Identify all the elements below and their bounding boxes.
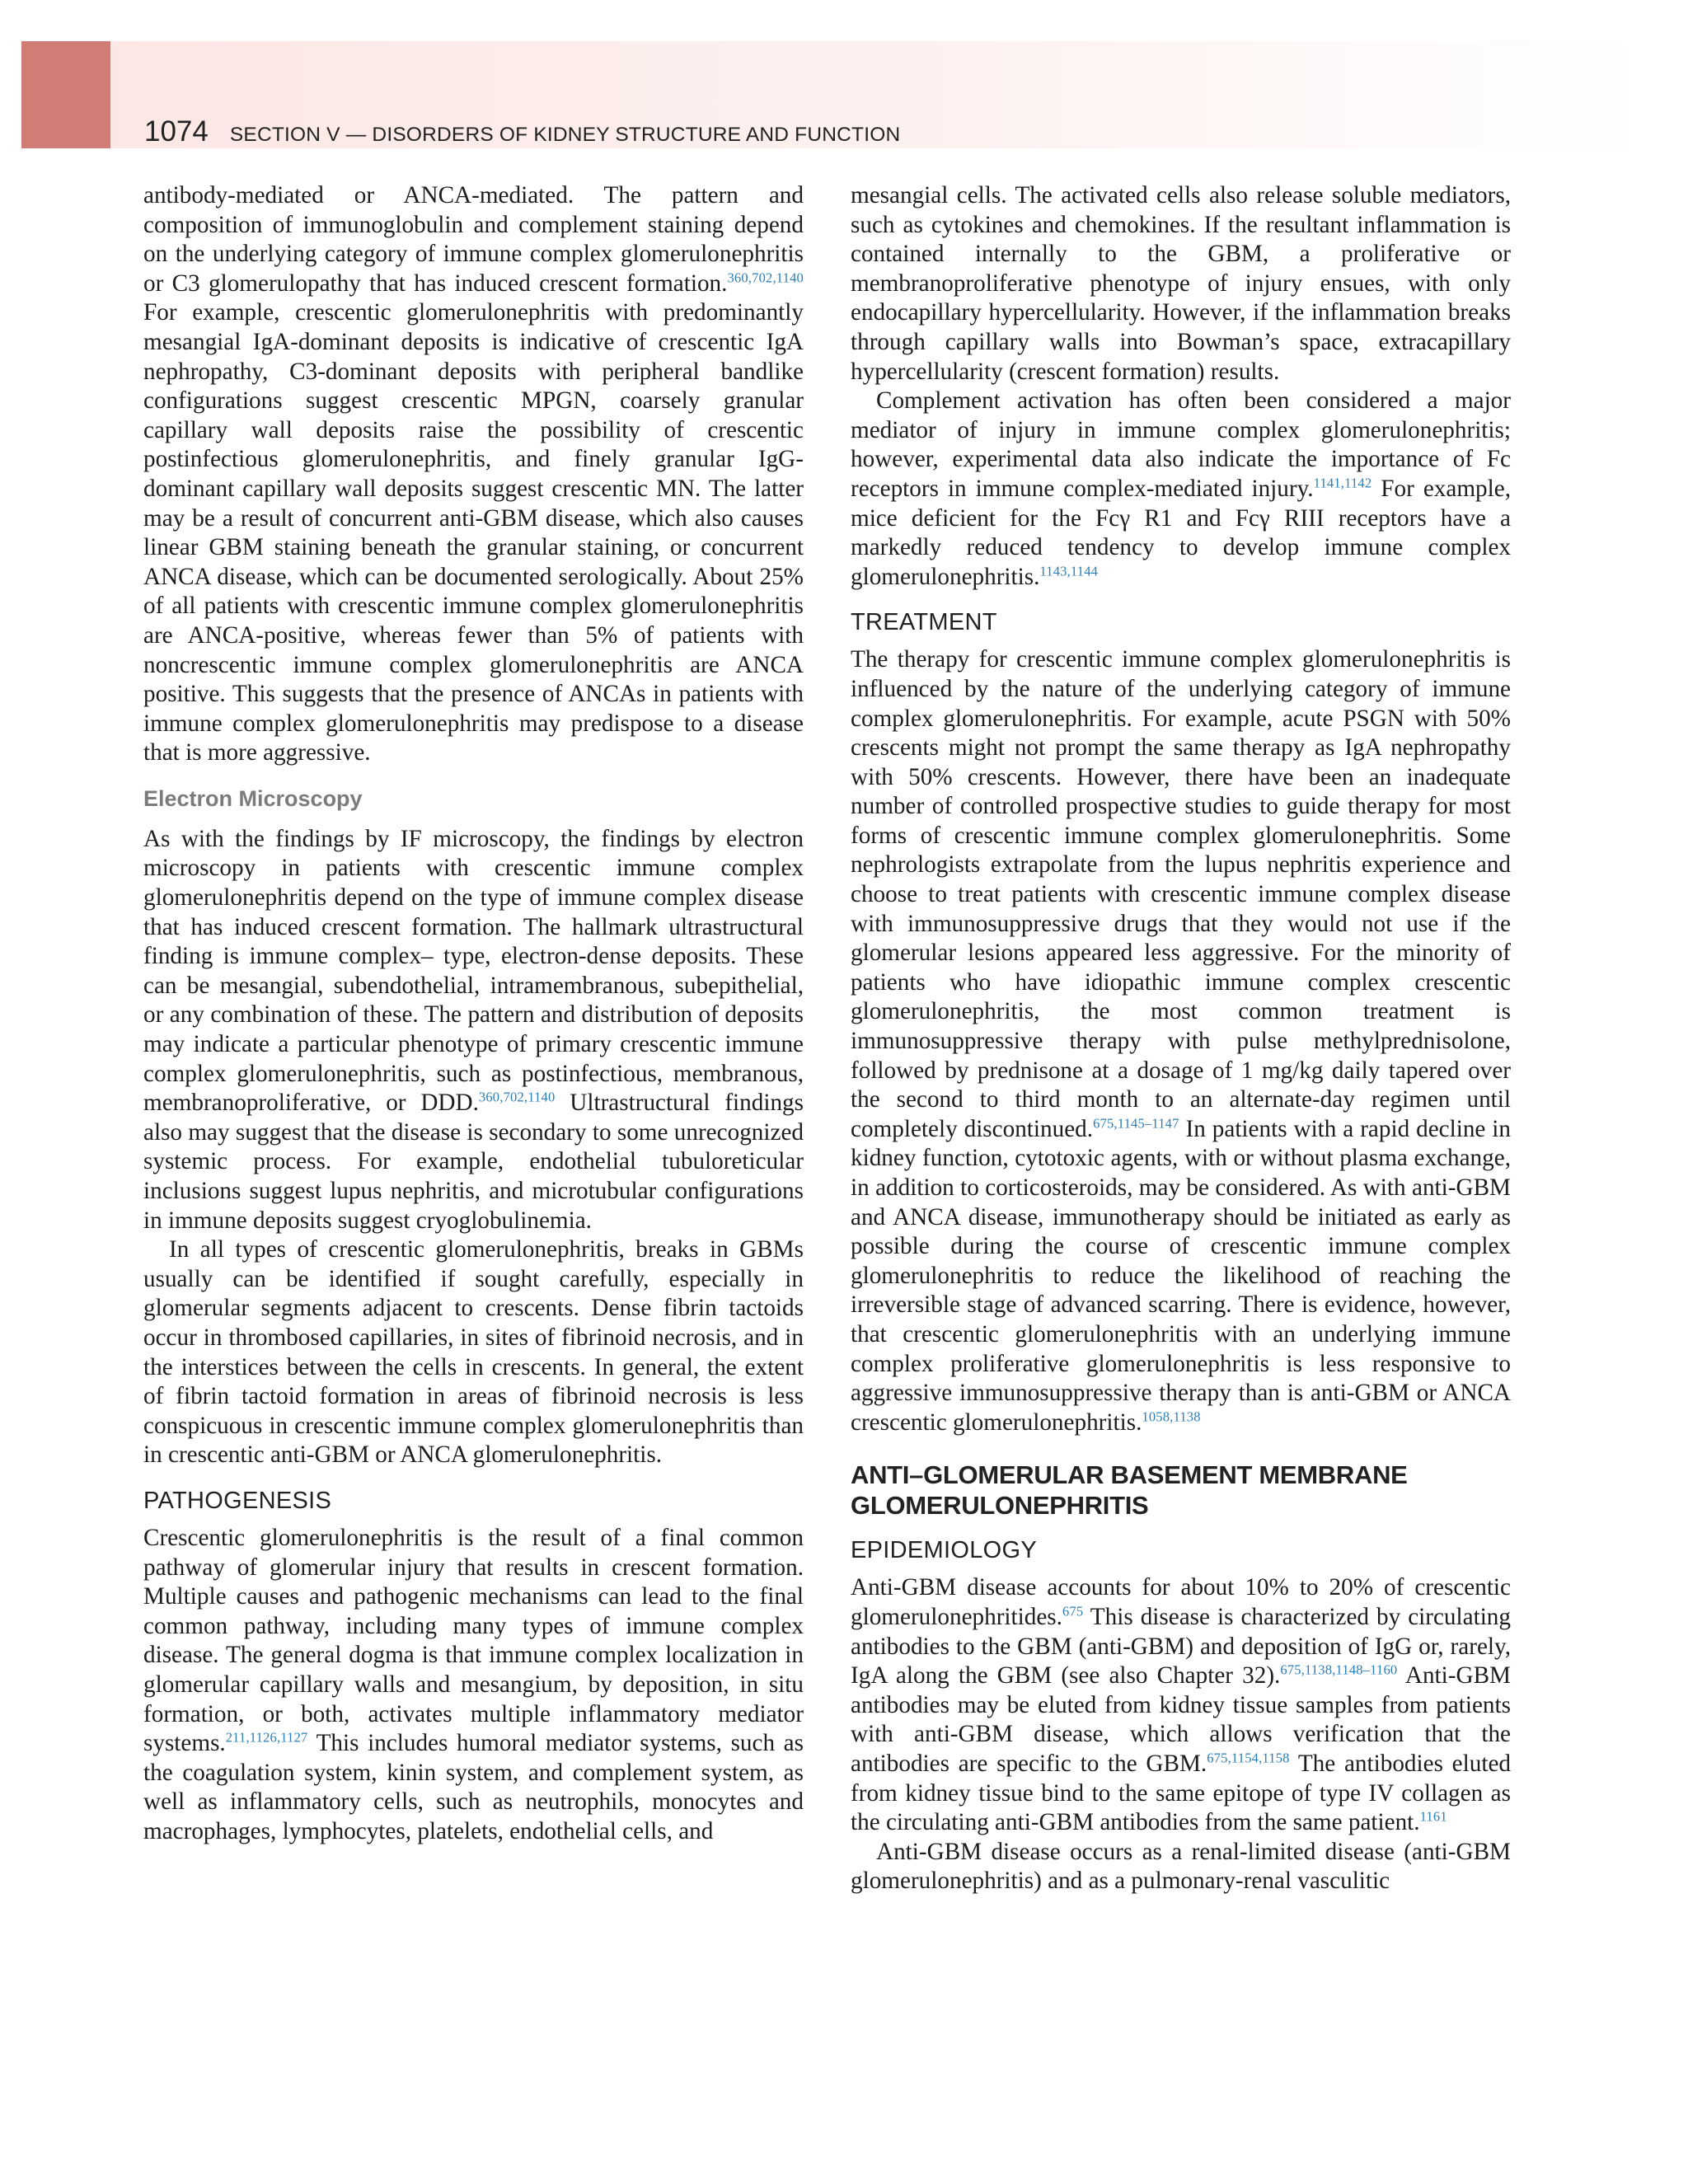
citation[interactable]: 675,1138,1148–1160 (1280, 1661, 1398, 1678)
paragraph-complement-activation: Complement activation has often been considered a major mediator of injury in immune complex glomerulonephritis; however, experimental data also indicate the importance of Fc receptors in immune complex-mediated injury.$^{1141,1142}$ For example, mice deficient for the Fcγ R1 and Fcγ RIII receptors have a markedly reduced tendency to develop immune complex glomerulonephritis.$^{1143,1144}$ (851, 387, 1511, 590)
running-header (144, 115, 900, 157)
header-color-tab (21, 41, 110, 148)
right-column (851, 181, 1511, 1896)
citation[interactable]: 1143,1144 (1039, 562, 1099, 579)
heading-treatment: TREATMENT (851, 609, 997, 636)
citation[interactable]: 360,702,1140 (727, 269, 804, 286)
citation[interactable]: 1141,1142 (1313, 475, 1372, 491)
paragraph-immunoglobulin-patterns: antibody-mediated or ANCA-mediated. The pattern and composition of immunoglobulin and complement staining depend on the underlying category of immune complex glomerulonephritis or C3 glomerulopathy that has induced crescent formation.$^{360,702,1140}$ For example, crescentic glomerulonephritis with predominantly mesangial IgA-dominant deposits is indicative of crescentic IgA nephropathy, C3-dominant deposits with peripheral bandlike configurations suggest crescentic MPGN, coarsely granular capillary wall deposits raise the possibility of crescentic postinfectious glomerulonephritis, and finely granular IgG-dominant capillary wall deposits suggest crescentic MN. The latter may be a result of concurrent anti-GBM disease, which also causes linear GBM staining beneath the granular staining, or concurrent ANCA disease, which can be documented serologically. About 25% of all patients with crescentic immune complex glomerulonephritis are ANCA-positive, whereas fewer than 5% of patients with noncrescentic immune complex glomerulonephritis are ANCA positive. This suggests that the presence of ANCAs in patients with immune complex glomerulonephritis may predispose to a disease that is more aggressive. (143, 182, 804, 766)
heading-epidemiology: EPIDEMIOLOGY (851, 1537, 1037, 1564)
paragraph-treatment: The therapy for crescentic immune complex glomerulonephritis is influenced by the nature of the underlying category of immune complex glomerulonephritis. For example, acute PSGN with 50% crescents might not prompt the same therapy as IgA nephropathy with 50% crescents. However, there have been an inadequate number of controlled prospective studies to guide therapy for most forms of crescentic immune complex glomerulonephritis. Some nephrologists extrapolate from the lupus nephritis experience and choose to treat patients with crescentic immune complex disease with immunosuppressive drugs that they would not use if the glomerular lesions appeared less aggressive. For the minority of patients who have idiopathic immune complex crescentic glomerulonephritis, the most common treatment is immunosuppressive therapy with pulse methylprednisolone, followed by prednisone at a dosage of 1 mg/kg daily tapered over the second to third month to an alternate-day regimen until completely discontinued.$^{675,1145-1147}$ In patients with a rapid decline in kidney function, cytotoxic agents, with or without plasma exchange, in addition to corticosteroids, may be considered. As with anti-GBM and ANCA disease, immunotherapy should be initiated as early as possible during the course of crescentic immune complex glomerulonephritis to reduce the likelihood of reaching the irreversible stage of advanced scarring. There is evidence, however, that crescentic glomerulonephritis with an underlying immune complex proliferative glomerulonephritis is less responsive to aggressive immunosuppressive therapy than is anti-GBM or ANCA crescentic glomerulonephritis.$^{1058,1138}$ (851, 646, 1512, 1436)
page-number: 1074 (144, 115, 209, 148)
paragraph-electron-microscopy: As with the findings by IF microscopy, the findings by electron microscopy in patients with crescentic immune complex glomerulonephritis depend on the type of immune complex disease that has induced crescent formation. The hallmark ultrastructural finding is immune complex– type, electron-dense deposits. These can be mesangial, subendothelial, intramembranous, subepithelial, or any combination of these. The pattern and distribution of deposits may indicate a particular phenotype of primary crescentic immune complex glomerulonephritis, such as postinfectious, membranous, membranoproliferative, or DDD.$^{360,702,1140}$ Ultrastructural findings also may suggest that the disease is secondary to some unrecognized systemic process. For example, endothelial tubuloreticular inclusions suggest lupus nephritis, and microtubular configurations in immune deposits suggest cryoglobulinemia. (143, 825, 804, 1234)
paragraph-pathogenesis: Crescentic glomerulonephritis is the result of a final common pathway of glomerular injury that results in crescent formation. Multiple causes and pathogenic mechanisms can lead to the final common pathway, including many types of immune complex disease. The general dogma is that immune complex localization in glomerular capillary walls and mesangium, by deposition, in situ formation, or both, activates multiple inflammatory mediator systems.$^{211,1126,1127}$ This includes humoral mediator systems, such as the coagulation system, kinin system, and complement system, as well as inflammatory cells, such as neutrophils, monocytes and macrophages, lymphocytes, platelets, endothelial cells, and (143, 1524, 804, 1844)
heading-pathogenesis: PATHOGENESIS (143, 1487, 332, 1514)
left-column (143, 181, 804, 1846)
citation[interactable]: 1161 (1419, 1808, 1447, 1825)
paragraph-renal-limited-disease: Anti-GBM disease occurs as a renal-limited disease (anti-GBM glomerulonephritis) and as a pulmonary-renal vasculitic (851, 1838, 1511, 1895)
citation[interactable]: 1058,1138 (1142, 1408, 1201, 1425)
paragraph-epidemiology: Anti-GBM disease accounts for about 10% to 20% of crescentic glomerulonephritides.$^{675}$ This disease is characterized by circulating antibodies to the GBM (anti-GBM) and deposition of IgG or, rarely, IgA along the GBM (see also Chapter 32).$^{675,1138,1148-1160}$ Anti-GBM antibodies may be eluted from kidney tissue samples from patients with anti-GBM disease, which allows verification that the antibodies are specific to the GBM.$^{675,1154,1158}$ The antibodies eluted from kidney tissue bind to the same epitope of type IV collagen as the circulating anti-GBM antibodies from the same patient.$^{1161}$ (851, 1574, 1511, 1836)
heading-anti-gbm-glomerulonephritis (851, 1460, 1511, 1521)
paragraph-mesangial-cells: mesangial cells. The activated cells also release soluble mediators, such as cytokines and chemokines. If the resultant inflammation is contained internally to the GBM, a proliferative or membranoproliferative phenotype of injury ensues, with only endocapillary hypercellularity. However, if the inflammation breaks through capillary walls into Bowman’s space, extracapillary hypercellularity (crescent formation) results. (851, 182, 1511, 385)
citation[interactable]: 360,702,1140 (478, 1089, 556, 1105)
section-title: SECTION V — DISORDERS OF KIDNEY STRUCTURE AND FUNCTION (229, 124, 901, 146)
heading-line: ANTI–GLOMERULAR BASEMENT MEMBRANE (851, 1460, 1408, 1490)
citation[interactable]: 675 (1062, 1603, 1084, 1619)
subheading-electron-microscopy: Electron Microscopy (143, 785, 363, 811)
citation[interactable]: 211,1126,1127 (225, 1729, 308, 1746)
heading-line: GLOMERULONEPHRITIS (851, 1491, 1149, 1521)
paragraph-gbm-breaks: In all types of crescentic glomerulonephritis, breaks in GBMs usually can be identified if sought carefully, especially in glomerular segments adjacent to crescents. Dense fibrin tactoids occur in thrombosed capillaries, in sites of fibrinoid necrosis, and in the interstices between the cells in crescents. In general, the extent of fibrin tactoid formation in areas of fibrinoid necrosis is less conspicuous in crescentic immune complex glomerulonephritis than in crescentic anti-GBM or ANCA glomerulonephritis. (143, 1236, 804, 1469)
citation[interactable]: 675,1145–1147 (1093, 1115, 1179, 1132)
citation[interactable]: 675,1154,1158 (1207, 1750, 1290, 1766)
